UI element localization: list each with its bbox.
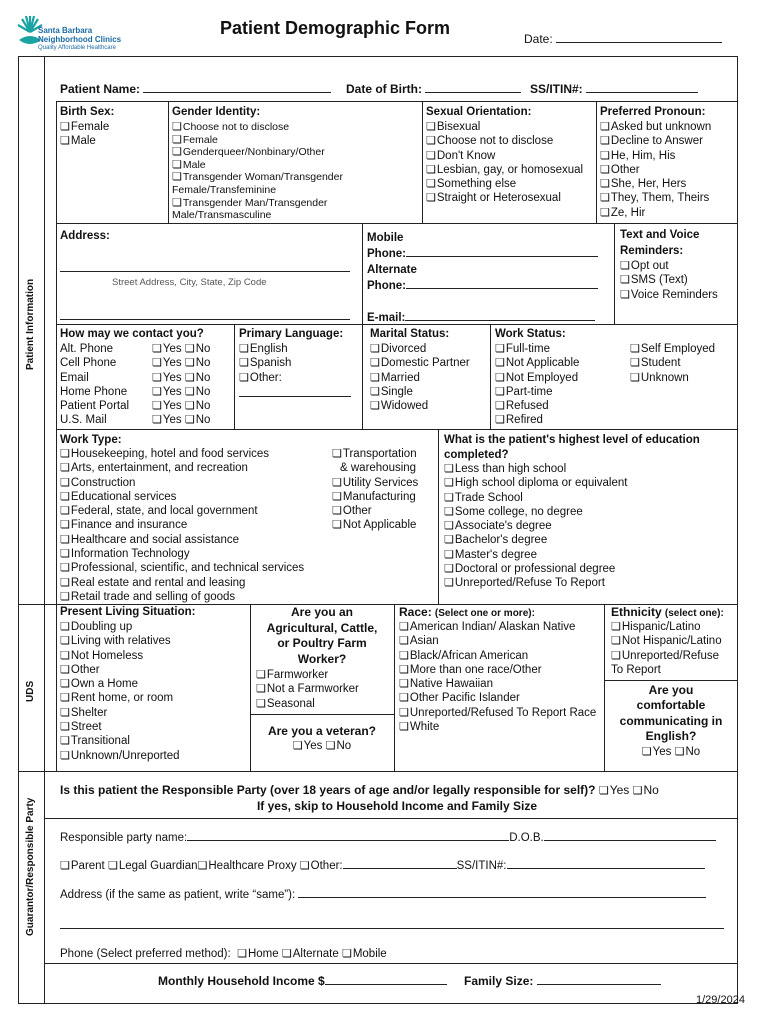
page-title: Patient Demographic Form [220,18,451,38]
wt-professional[interactable]: ❏ Professional, scientific, and technical services [60,561,304,575]
responsible-skip-note: If yes, skip to Household Income and Family Size [256,799,538,813]
address-label: Address: [60,230,110,242]
pronoun-he[interactable]: ❏ He, Him, His [600,149,711,163]
marital-divorced[interactable]: ❏ Divorced [370,342,470,356]
edu-unreported[interactable]: ❏ Unreported/Refuse To Report [444,576,627,590]
wt-it[interactable]: ❏ Information Technology [60,547,304,561]
birth-sex-female[interactable]: ❏ Female [60,120,109,134]
language-options [239,342,291,385]
birth-sex-label: Birth Sex: [60,106,115,118]
contact-cell-yes[interactable]: ❏ Yes [152,357,182,369]
pronoun-decline[interactable]: ❏ Decline to Answer [600,134,711,148]
living-street[interactable]: ❏ Street [60,720,180,734]
phone-alternate[interactable]: ❏ Alternate [282,948,339,960]
race-pacific-islander[interactable]: ❏ Other Pacific Islander [399,691,596,705]
email-field[interactable]: E-mail: [367,311,595,325]
veteran-options [250,739,394,752]
farm-not[interactable]: ❏ Not a Farmworker [256,682,359,696]
language-other[interactable]: ❏ Other: [239,371,291,385]
english-no[interactable]: ❏ No [675,746,701,758]
so-lesbian-gay[interactable]: ❏ Lesbian, gay, or homosexual [426,163,583,177]
gender-trans-woman-cont: Female/Transfeminine [172,183,277,196]
living-shelter[interactable]: ❏ Shelter [60,706,180,720]
phone-home[interactable]: ❏ Home [237,948,279,960]
contact-email-yes[interactable]: ❏ Yes [152,372,182,384]
contact-row: Patient Portal❏ Yes ❏ No [60,399,210,413]
work-type-col1 [60,447,304,604]
wt-utility[interactable]: ❏ Utility Services [332,476,418,490]
edu-doctoral[interactable]: ❏ Doctoral or professional degree [444,562,627,576]
edu-trade[interactable]: ❏ Trade School [444,491,627,505]
alternate-phone-field[interactable]: Phone: [367,279,598,293]
wt-government[interactable]: ❏ Federal, state, and local government [60,504,304,518]
edu-associate[interactable]: ❏ Associate's degree [444,519,627,533]
english-question: Are you comfortable communicating in English? [619,683,723,743]
ws-self-employed[interactable]: ❏ Self Employed [630,342,715,356]
gender-identity-options [172,121,343,222]
gender-trans-man-cont: Male/Transmasculine [172,209,272,222]
logo-text-2: Neighborhood Clinics [38,35,122,44]
work-type-label: Work Type: [60,434,122,446]
reminder-opt-out[interactable]: ❏ Opt out [620,259,718,273]
wt-real-estate[interactable]: ❏ Real estate and rental and leasing [60,576,304,590]
farm-farmworker[interactable]: ❏ Farmworker [256,668,359,682]
dob-field[interactable]: Date of Birth: [346,82,521,96]
work-type-col2 [332,447,418,533]
contact-table [60,342,210,428]
education-options [444,462,627,591]
role-proxy[interactable]: ❏ Healthcare Proxy [198,860,297,872]
edu-some-college[interactable]: ❏ Some college, no degree [444,505,627,519]
sexual-orientation-label: Sexual Orientation: [426,106,532,118]
wt-finance[interactable]: ❏ Finance and insurance [60,518,304,532]
contact-alt-yes[interactable]: ❏ Yes [152,343,182,355]
veteran-yes[interactable]: ❏ Yes [293,740,323,752]
ws-part-time[interactable]: ❏ Part-time [495,385,579,399]
race-asian[interactable]: ❏ Asian [399,634,596,648]
farm-seasonal[interactable]: ❏ Seasonal [256,697,359,711]
education-label-1: What is the patient's highest level of education [444,434,700,446]
contact-email-no[interactable]: ❏ No [185,372,211,384]
marital-widowed[interactable]: ❏ Widowed [370,399,470,413]
pronoun-label: Preferred Pronoun: [600,106,706,118]
responsible-role-row: ❏ Parent ❏ Legal Guardian❏ Healthcare Proxy ❏ Other: SS/ITIN#: [60,859,705,873]
ethnicity-unreported[interactable]: ❏ Unreported/Refuse [611,649,722,663]
section-uds: UDS [25,680,36,702]
contact-portal-no[interactable]: ❏ No [185,400,211,412]
pronoun-she[interactable]: ❏ She, Her, Hers [600,177,711,191]
contact-row: Email❏ Yes ❏ No [60,371,210,385]
race-black[interactable]: ❏ Black/African American [399,649,596,663]
gender-choose-not[interactable]: ❏ Choose not to disclose [172,121,343,134]
wt-healthcare[interactable]: ❏ Healthcare and social assistance [60,533,304,547]
edu-less-hs[interactable]: ❏ Less than high school [444,462,627,476]
contact-home-yes[interactable]: ❏ Yes [152,386,182,398]
ethnicity-label: Ethnicity (select one): [611,605,724,619]
ss-field[interactable]: SS/ITIN#: [530,82,698,96]
contact-row: Home Phone❏ Yes ❏ No [60,385,210,399]
edu-hs[interactable]: ❏ High school diploma or equivalent [444,476,627,490]
pronoun-ze[interactable]: ❏ Ze, Hir [600,206,711,220]
work-status-label: Work Status: [495,328,566,340]
race-more-than-one[interactable]: ❏ More than one race/Other [399,663,596,677]
living-not-homeless[interactable]: ❏ Not Homeless [60,649,180,663]
address-hint: Street Address, City, State, Zip Code [112,277,267,288]
wt-not-applicable[interactable]: ❏ Not Applicable [332,518,418,532]
role-parent[interactable]: ❏ Parent [60,860,105,872]
logo [16,8,122,54]
ws-unknown[interactable]: ❏ Unknown [630,371,715,385]
so-dont-know[interactable]: ❏ Don't Know [426,149,583,163]
farmworker-options [256,668,359,711]
section-patient-information: Patient Information [25,278,36,370]
work-status-col2 [630,342,715,385]
marital-label: Marital Status: [370,328,450,340]
role-guardian[interactable]: ❏ Legal Guardian [108,860,198,872]
address-line-2[interactable] [60,306,350,320]
gender-genderqueer[interactable]: ❏ Genderqueer/Nonbinary/Other [172,146,343,159]
ws-not-applicable[interactable]: ❏ Not Applicable [495,356,579,370]
ws-student[interactable]: ❏ Student [630,356,715,370]
marital-married[interactable]: ❏ Married [370,371,470,385]
contact-mail-yes[interactable]: ❏ Yes [152,414,182,426]
wt-manufacturing[interactable]: ❏ Manufacturing [332,490,418,504]
gender-trans-woman[interactable]: ❏ Transgender Woman/Transgender [172,171,343,184]
race-white[interactable]: ❏ White [399,720,596,734]
so-choose-not[interactable]: ❏ Choose not to disclose [426,134,583,148]
ws-refused[interactable]: ❏ Refused [495,399,579,413]
race-native-hawaiian[interactable]: ❏ Native Hawaiian [399,677,596,691]
contact-cell-no[interactable]: ❏ No [185,357,211,369]
ethnicity-not-hispanic[interactable]: ❏ Not Hispanic/Latino [611,634,722,648]
responsible-phone-row: Phone (Select preferred method): ❏ Home ❏ Alternate ❏ Mobile [60,947,387,961]
gender-identity-label: Gender Identity: [172,106,261,118]
marital-options [370,342,470,413]
ws-not-employed[interactable]: ❏ Not Employed [495,371,579,385]
race-american-indian[interactable]: ❏ American Indian/ Alaskan Native [399,620,596,634]
mobile-label: Mobile [367,232,404,244]
education-label-2: completed? [444,449,509,461]
birth-sex-options [60,120,109,149]
contact-mail-no[interactable]: ❏ No [185,414,211,426]
contact-label: How may we contact you? [60,328,204,340]
contact-row: Alt. Phone❏ Yes ❏ No [60,342,210,356]
contact-row: U.S. Mail❏ Yes ❏ No [60,413,210,427]
living-options [60,620,180,763]
wt-construction[interactable]: ❏ Construction [60,476,304,490]
role-other[interactable]: ❏ Other: [300,860,343,872]
date-label: Date: [524,32,553,46]
work-status-col1 [495,342,579,428]
living-doubling[interactable]: ❏ Doubling up [60,620,180,634]
edu-bachelor[interactable]: ❏ Bachelor's degree [444,533,627,547]
household-income-field[interactable]: Monthly Household Income $ [158,974,447,988]
pronoun-they[interactable]: ❏ They, Them, Theirs [600,191,711,205]
responsible-address-line-2[interactable] [60,917,724,929]
birth-sex-male[interactable]: ❏ Male [60,134,109,148]
phone-mobile[interactable]: ❏ Mobile [342,948,387,960]
sexual-orientation-options [426,120,583,206]
marital-domestic[interactable]: ❏ Domestic Partner [370,356,470,370]
responsible-name-field[interactable]: Responsible party name: D.O.B. [60,831,716,845]
address-line-1[interactable] [60,258,350,272]
race-options [399,620,596,734]
english-options [604,745,738,758]
living-own[interactable]: ❏ Own a Home [60,677,180,691]
reminders-options [620,259,718,302]
language-label: Primary Language: [239,328,344,340]
ethnicity-options [611,620,722,677]
responsible-yes[interactable]: ❏ Yes [599,783,629,797]
wt-transportation[interactable]: ❏ Transportation [332,447,418,461]
living-unknown[interactable]: ❏ Unknown/Unreported [60,749,180,763]
living-relatives[interactable]: ❏ Living with relatives [60,634,180,648]
gender-trans-man[interactable]: ❏ Transgender Man/Transgender [172,197,343,210]
language-english[interactable]: ❏ English [239,342,291,356]
reminder-sms[interactable]: ❏ SMS (Text) [620,273,718,287]
gender-female[interactable]: ❏ Female [172,134,343,147]
responsible-no[interactable]: ❏ No [633,783,659,797]
section-guarantor: Guarantor/Responsible Party [25,797,36,936]
contact-row: Cell Phone❏ Yes ❏ No [60,356,210,370]
wt-arts[interactable]: ❏ Arts, entertainment, and recreation [60,461,304,475]
responsible-address-field[interactable]: Address (if the same as patient, write “same”): [60,888,706,902]
contact-home-no[interactable]: ❏ No [185,386,211,398]
wt-other[interactable]: ❏ Other [332,504,418,518]
reminders-label-2: Reminders: [620,245,684,257]
race-unreported[interactable]: ❏ Unreported/Refused To Report Race [399,706,596,720]
farmworker-question: Are you an Agricultural, Cattle, or Poultry Farm Worker? [266,605,378,666]
marital-single[interactable]: ❏ Single [370,385,470,399]
responsible-question: Is this patient the Responsible Party (over 18 years of age and/or legally responsible for self)? ❏ Yes ❏ No [60,783,659,798]
mobile-phone-field[interactable]: Phone: [367,247,598,261]
patient-name-field[interactable]: Patient Name: [60,82,331,96]
living-transitional[interactable]: ❏ Transitional [60,734,180,748]
living-rent[interactable]: ❏ Rent home, or room [60,691,180,705]
language-spanish[interactable]: ❏ Spanish [239,356,291,370]
logo-text-1: Santa Barbara [38,26,93,35]
contact-alt-no[interactable]: ❏ No [185,343,211,355]
living-label: Present Living Situation: [60,606,196,618]
reminders-label-1: Text and Voice [620,229,700,241]
logo-text-3: Quality Affordable Healthcare [38,45,116,51]
date-field[interactable] [524,32,722,46]
contact-portal-yes[interactable]: ❏ Yes [152,400,182,412]
veteran-no[interactable]: ❏ No [326,740,352,752]
so-bisexual[interactable]: ❏ Bisexual [426,120,583,134]
pronoun-options [600,120,711,220]
edu-master[interactable]: ❏ Master's degree [444,548,627,562]
so-something-else[interactable]: ❏ Something else [426,177,583,191]
reminder-voice[interactable]: ❏ Voice Reminders [620,288,718,302]
alternate-label: Alternate [367,264,417,276]
family-size-field[interactable]: Family Size: [464,974,661,988]
ethnicity-hispanic[interactable]: ❏ Hispanic/Latino [611,620,722,634]
pronoun-asked[interactable]: ❏ Asked but unknown [600,120,711,134]
english-yes[interactable]: ❏ Yes [642,746,672,758]
race-label: Race: (Select one or more): [399,605,535,619]
ws-retired[interactable]: ❏ Refired [495,413,579,427]
pronoun-other[interactable]: ❏ Other [600,163,711,177]
veteran-question: Are you a veteran? [267,724,377,738]
living-other[interactable]: ❏ Other [60,663,180,677]
wt-transportation-cont: & warehousing [340,462,417,475]
wt-housekeeping[interactable]: ❏ Housekeeping, hotel and food services [60,447,304,461]
language-other-line[interactable] [239,385,351,397]
so-straight[interactable]: ❏ Straight or Heterosexual [426,191,583,205]
wt-education[interactable]: ❏ Educational services [60,490,304,504]
gender-male[interactable]: ❏ Male [172,159,343,172]
ws-full-time[interactable]: ❏ Full-time [495,342,579,356]
wt-retail[interactable]: ❏ Retail trade and selling of goods [60,590,304,604]
ethnicity-unreported-cont: To Report [611,663,661,676]
form-revision-date: 1/29/2024 [696,994,745,1006]
